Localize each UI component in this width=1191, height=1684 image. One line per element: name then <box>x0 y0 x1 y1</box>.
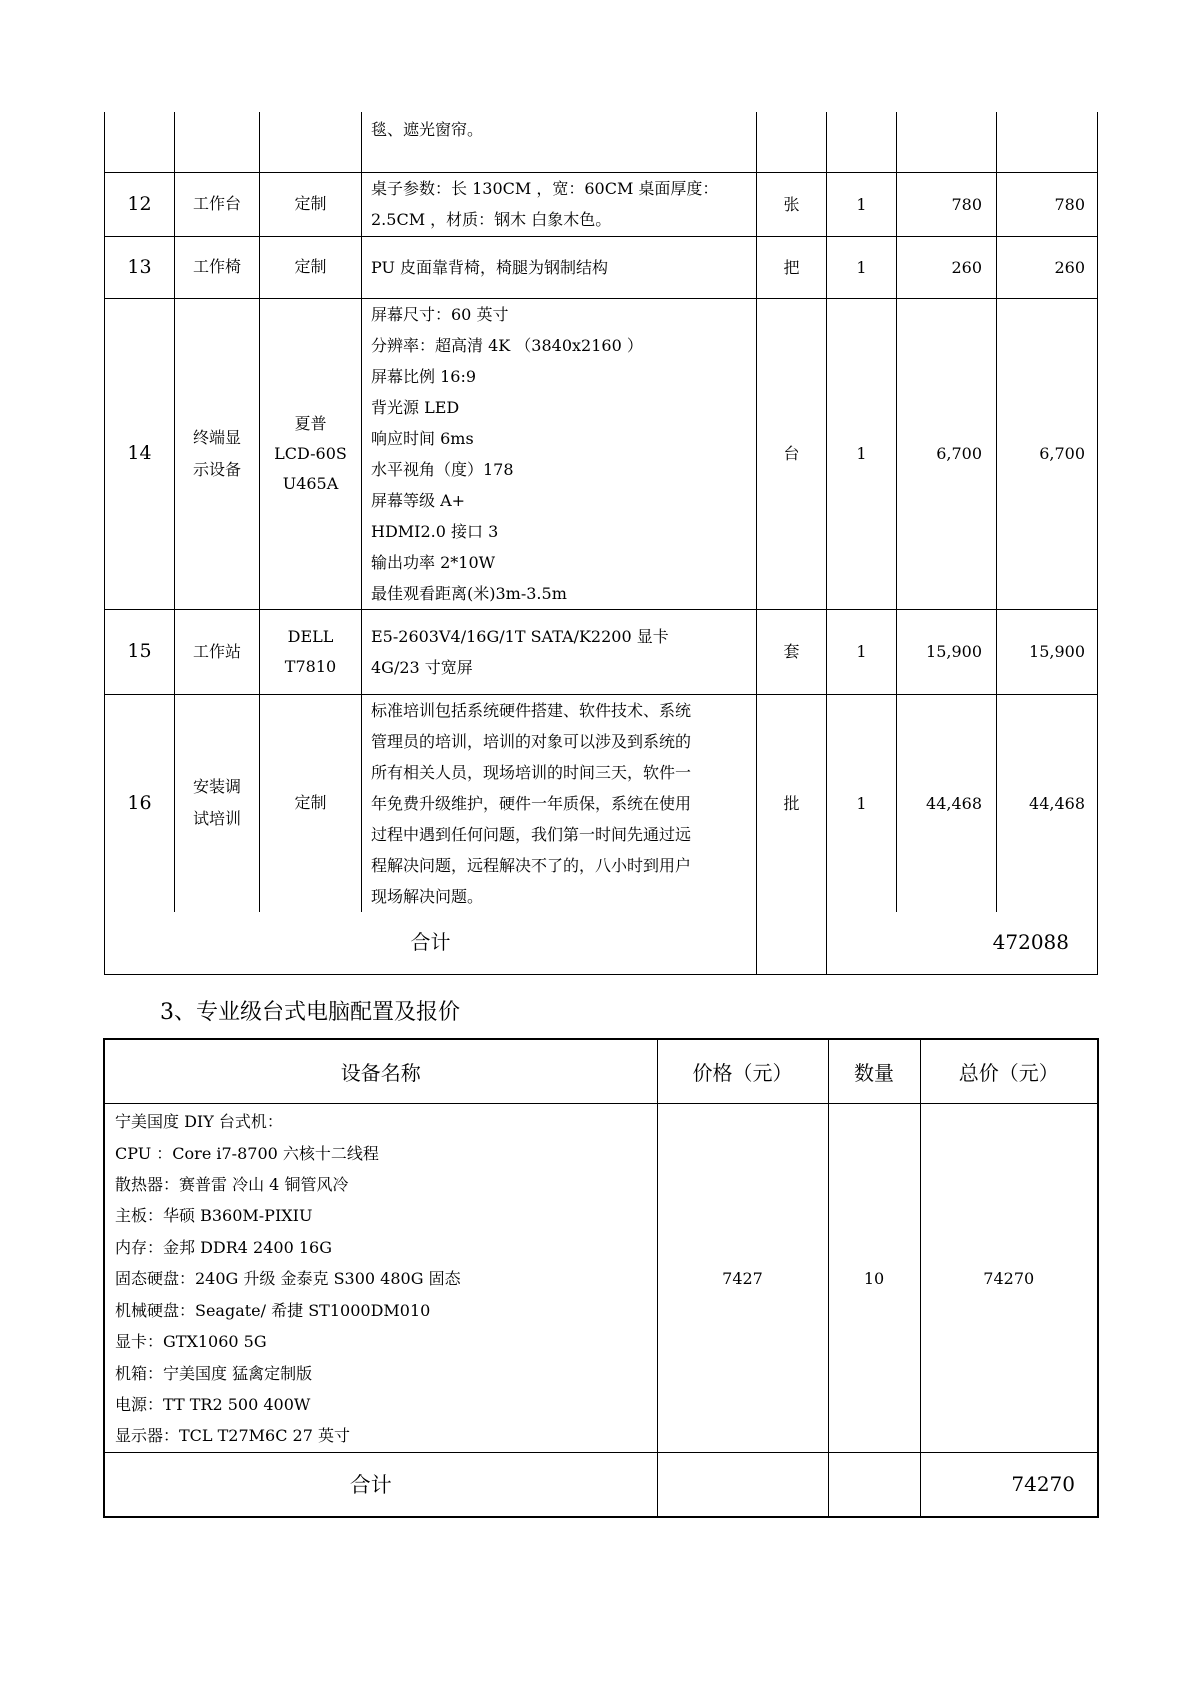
item-total-cell: 44,468 <box>997 694 1098 912</box>
item-model-cell <box>260 236 362 298</box>
item-name-line: 示设备 <box>192 459 241 479</box>
item-price-cell: 15,900 <box>897 609 997 694</box>
item-qty-cell: 1 <box>827 236 897 298</box>
header-price: 价格（元） <box>657 1039 828 1104</box>
item-name-cell <box>175 609 260 694</box>
table1-sum-row <box>105 912 1098 975</box>
item-desc-line: 管理员的培训，培训的对象可以涉及到系统的 <box>371 731 692 751</box>
config-line: 机箱：宁美国度 猛禽定制版 <box>115 1363 313 1383</box>
item-model-cell <box>260 172 362 236</box>
row-number-cell: 14 <box>105 298 175 609</box>
config-line: 宁美国度 DIY 台式机： <box>115 1112 283 1132</box>
row-number-cell: 15 <box>105 609 175 694</box>
item-name-cell <box>175 694 260 912</box>
item-model-line: T7810 <box>284 656 337 676</box>
item-desc-line: 所有相关人员，现场培训的时间三天，软件一 <box>371 762 692 782</box>
config-line: 内存：金邦 DDR4 2400 16G <box>115 1237 333 1257</box>
item-name-line: 工作台 <box>192 194 241 213</box>
config-line: 显卡：GTX1060 5G <box>115 1332 267 1352</box>
item-desc-cell <box>362 609 757 694</box>
table-row <box>105 298 1098 609</box>
item-price-cell <box>897 112 997 172</box>
item-qty-cell: 1 <box>827 172 897 236</box>
sum-label: 合计 <box>104 1453 657 1517</box>
item-price-cell: 780 <box>897 172 997 236</box>
sum-value: 472088 <box>827 912 1098 975</box>
item-desc-line: 毯、遮光窗帘。 <box>371 120 484 139</box>
item-desc-cell <box>362 236 757 298</box>
item-name-line: 试培训 <box>192 809 241 828</box>
item-name-cell <box>175 112 260 172</box>
item-unit-cell <box>757 112 827 172</box>
item-total: 74270 <box>920 1104 1098 1453</box>
item-qty-cell: 1 <box>827 298 897 609</box>
item-model-line: LCD-60S <box>274 443 347 463</box>
item-desc-line: 现场解决问题。 <box>371 886 484 906</box>
pc-config-table <box>103 1038 1099 1518</box>
equipment-quote-table <box>104 112 1098 975</box>
item-name-cell <box>175 298 260 609</box>
item-price-cell: 6,700 <box>897 298 997 609</box>
item-desc-line: 屏幕比例 16:9 <box>371 366 477 386</box>
item-desc-line: 分辨率：超高清 4K （3840x2160 ） <box>371 335 643 355</box>
table-row <box>105 694 1098 912</box>
item-desc-cell <box>362 112 757 172</box>
item-name-cell <box>175 172 260 236</box>
sum-empty-cell <box>657 1453 828 1517</box>
item-name-line: 终端显 <box>192 427 241 447</box>
item-model-line: 夏普 <box>294 413 327 433</box>
item-model-cell <box>260 694 362 912</box>
item-qty-cell: 1 <box>827 609 897 694</box>
row-number-cell: 16 <box>105 694 175 912</box>
header-device-name: 设备名称 <box>104 1039 657 1104</box>
item-price: 7427 <box>657 1104 828 1453</box>
item-qty: 10 <box>828 1104 920 1453</box>
config-line: 固态硬盘：240G 升级 金泰克 S300 480G 固态 <box>115 1269 461 1289</box>
item-model-line: 定制 <box>294 194 327 213</box>
config-line: 机械硬盘：Seagate/ 希捷 ST1000DM010 <box>115 1300 431 1320</box>
item-model-line: 定制 <box>294 793 327 812</box>
item-model-line: U465A <box>282 473 339 493</box>
item-total-cell: 15,900 <box>997 609 1098 694</box>
item-desc-line: 最佳观看距离(米)3m-3.5m <box>371 583 567 603</box>
item-desc-line: 输出功率 2*10W <box>371 552 496 572</box>
item-desc-line: 响应时间 6ms <box>371 428 474 448</box>
item-price-cell: 44,468 <box>897 694 997 912</box>
item-desc-line: 屏幕等级 A+ <box>371 490 466 510</box>
item-model-cell <box>260 298 362 609</box>
item-total-cell: 6,700 <box>997 298 1098 609</box>
item-desc-line: 4G/23 寸宽屏 <box>371 657 473 677</box>
item-total-cell: 260 <box>997 236 1098 298</box>
table-row <box>105 609 1098 694</box>
item-desc-line: 背光源 LED <box>371 397 460 417</box>
item-desc-line: PU 皮面靠背椅，椅腿为钢制结构 <box>371 257 609 277</box>
row-number-cell <box>105 112 175 172</box>
item-desc-line: HDMI2.0 接口 3 <box>371 521 499 541</box>
item-desc-line: 程解决问题，远程解决不了的，八小时到用户 <box>371 855 692 875</box>
sum-empty-cell <box>828 1453 920 1517</box>
item-name-line: 工作椅 <box>192 257 241 276</box>
item-name-line: 安装调 <box>192 777 241 796</box>
item-desc-line: 过程中遇到任何问题，我们第一时间先通过远 <box>371 824 692 844</box>
item-name-cell <box>175 236 260 298</box>
config-line: 主板：华硕 B360M-PIXIU <box>115 1206 313 1226</box>
table-row <box>105 172 1098 236</box>
item-unit-cell: 批 <box>757 694 827 912</box>
config-line: 电源：TT TR2 500 400W <box>115 1394 311 1414</box>
table2-item-row <box>104 1104 1098 1453</box>
table2-header-row <box>104 1039 1098 1104</box>
item-model-line: DELL <box>287 626 334 646</box>
item-desc-line: 屏幕尺寸：60 英寸 <box>371 304 509 324</box>
header-qty: 数量 <box>828 1039 920 1104</box>
row-number-cell: 12 <box>105 172 175 236</box>
item-desc-line: 2.5CM ，材质：钢木 白象木色。 <box>371 210 612 229</box>
item-price-cell: 260 <box>897 236 997 298</box>
item-total-cell <box>997 112 1098 172</box>
item-model-cell <box>260 609 362 694</box>
table-row <box>105 236 1098 298</box>
section-heading: 3、专业级台式电脑配置及报价 <box>160 1000 460 1025</box>
sum-value: 74270 <box>920 1453 1098 1517</box>
table2-sum-row <box>104 1453 1098 1517</box>
config-line: CPU ：Core i7-8700 六核十二线程 <box>115 1143 379 1163</box>
item-desc-cell <box>362 694 757 912</box>
item-qty-cell: 1 <box>827 694 897 912</box>
config-line: 显示器：TCL T27M6C 27 英寸 <box>115 1426 350 1446</box>
item-desc-line: 桌子参数：长 130CM ，宽：60CM 桌面厚度： <box>371 179 719 198</box>
header-total: 总价（元） <box>920 1039 1098 1104</box>
item-unit-cell: 台 <box>757 298 827 609</box>
item-desc-line: 水平视角（度）178 <box>371 459 514 479</box>
item-desc-cell <box>362 172 757 236</box>
item-unit-cell: 张 <box>757 172 827 236</box>
item-unit-cell: 套 <box>757 609 827 694</box>
sum-label: 合计 <box>410 930 451 955</box>
item-desc-cell <box>362 298 757 609</box>
item-desc-line: 标准培训包括系统硬件搭建、软件技术、系统 <box>371 700 692 720</box>
item-unit-cell: 把 <box>757 236 827 298</box>
item-qty-cell <box>827 112 897 172</box>
item-desc-line: 年免费升级维护，硬件一年质保，系统在使用 <box>371 793 692 813</box>
sum-empty-cell <box>757 912 827 975</box>
item-total-cell: 780 <box>997 172 1098 236</box>
config-line: 散热器：赛普雷 冷山 4 铜管风冷 <box>115 1175 349 1195</box>
item-name-line: 工作站 <box>192 641 241 661</box>
row-number-cell: 13 <box>105 236 175 298</box>
config-list-cell <box>104 1104 657 1453</box>
table-row-continued <box>105 112 1098 172</box>
item-model-line: 定制 <box>294 257 327 276</box>
item-model-cell <box>260 112 362 172</box>
item-desc-line: E5-2603V4/16G/1T SATA/K2200 显卡 <box>371 626 669 646</box>
